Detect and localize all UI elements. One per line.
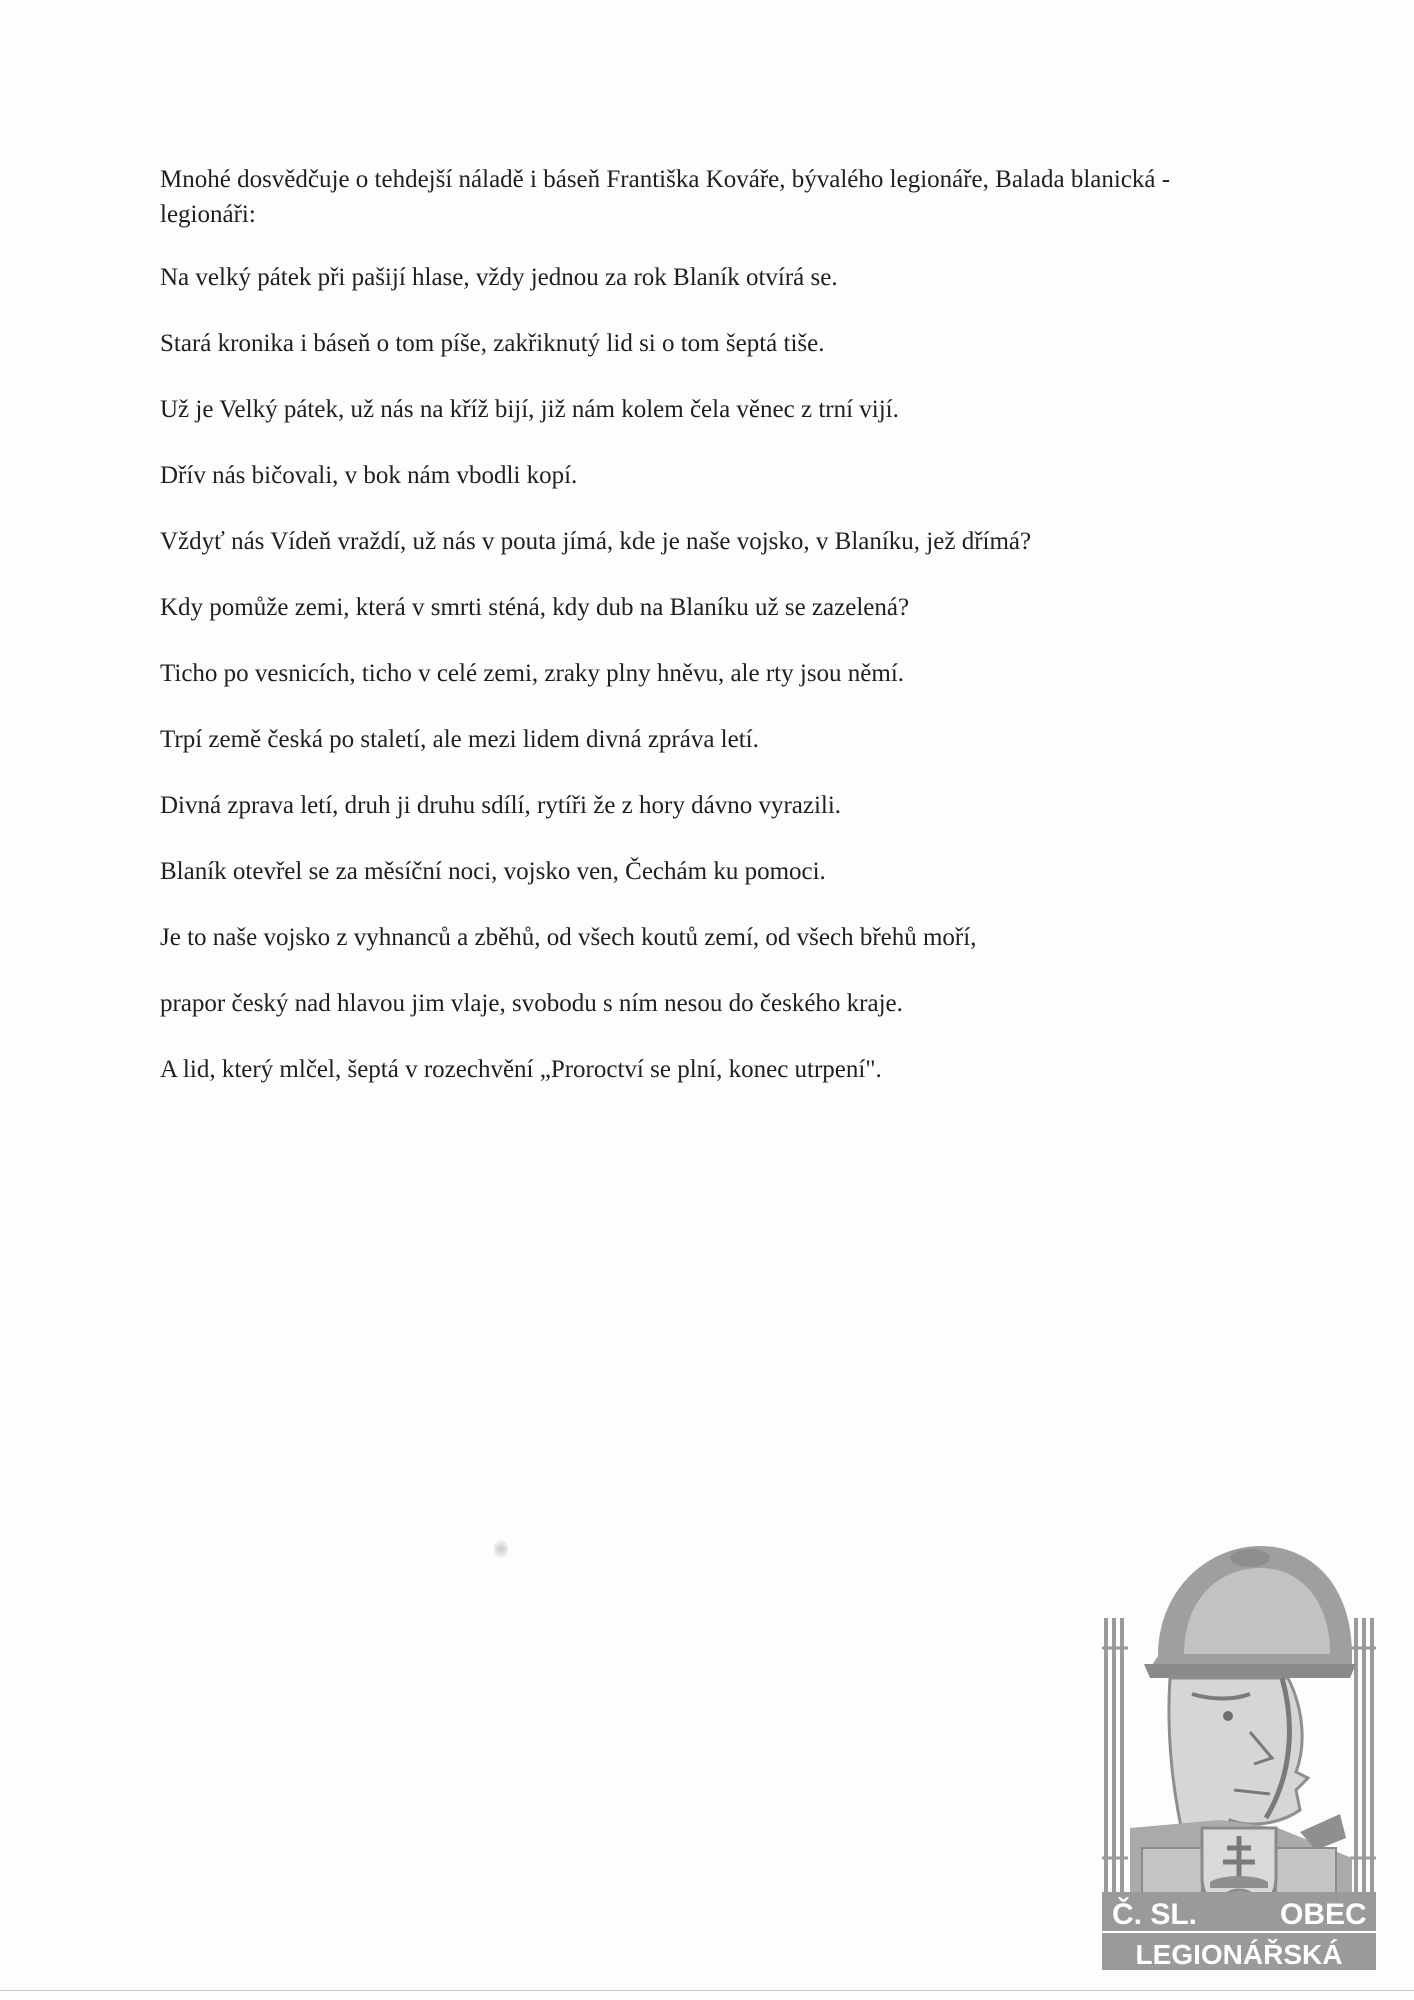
stamp-text-right: OBEC bbox=[1280, 1898, 1367, 1931]
document-body bbox=[160, 162, 1240, 1087]
verse-line: A lid, který mlčel, šeptá v rozechvění „Proroctví se plní, konec utrpení". bbox=[160, 1056, 882, 1083]
page-edge-line bbox=[0, 1990, 1414, 1991]
stamp-text-bottom: LEGIONÁŘSKÁ bbox=[1135, 1939, 1343, 1970]
verse-line: Kdy pomůže zemi, která v smrti sténá, kdy dub na Blaníku už se zazelená? bbox=[160, 594, 910, 621]
verse-line: Už je Velký pátek, už nás na kříž bijí, již nám kolem čela věnec z trní vijí. bbox=[160, 396, 899, 423]
verse-line: Dřív nás bičovali, v bok nám vbodli kopí. bbox=[160, 462, 578, 489]
verse-line: Trpí země česká po staletí, ale mezi lidem divná zpráva letí. bbox=[160, 726, 759, 753]
verse-line: Blaník otevřel se za měsíční noci, vojsko ven, Čechám ku pomoci. bbox=[160, 858, 826, 885]
verse-line: Stará kronika i báseň o tom píše, zakřiknutý lid si o tom šeptá tiše. bbox=[160, 330, 825, 357]
intro-paragraph: Mnohé dosvědčuje o tehdejší náladě i báseň Františka Kováře, bývalého legionáře, Balada blanická - legionáři: bbox=[160, 166, 1171, 228]
verse-line: Ticho po vesnicích, ticho v celé zemi, zraky plny hněvu, ale rty jsou němí. bbox=[160, 660, 905, 687]
verse-line: prapor český nad hlavou jim vlaje, svobodu s ním nesou do českého kraje. bbox=[160, 990, 903, 1017]
verse-line: Divná zprava letí, druh ji druhu sdílí, rytíři že z hory dávno vyrazili. bbox=[160, 792, 842, 819]
verse-line: Vždyť nás Vídeň vraždí, už nás v pouta jímá, kde je naše vojsko, v Blaníku, jež dřímá? bbox=[160, 528, 1032, 555]
scan-smudge bbox=[494, 1540, 508, 1558]
legionnaire-helmet-emblem-icon bbox=[1100, 1528, 1378, 1972]
verse-line: Na velký pátek při pašijí hlase, vždy jednou za rok Blaník otvírá se. bbox=[160, 264, 838, 291]
verse-line: Je to naše vojsko z vyhnanců a zběhů, od všech koutů zemí, od všech břehů moří, bbox=[160, 924, 977, 951]
stamp-text-left: Č. SL. bbox=[1112, 1898, 1198, 1931]
legion-stamp bbox=[1100, 1528, 1378, 1972]
